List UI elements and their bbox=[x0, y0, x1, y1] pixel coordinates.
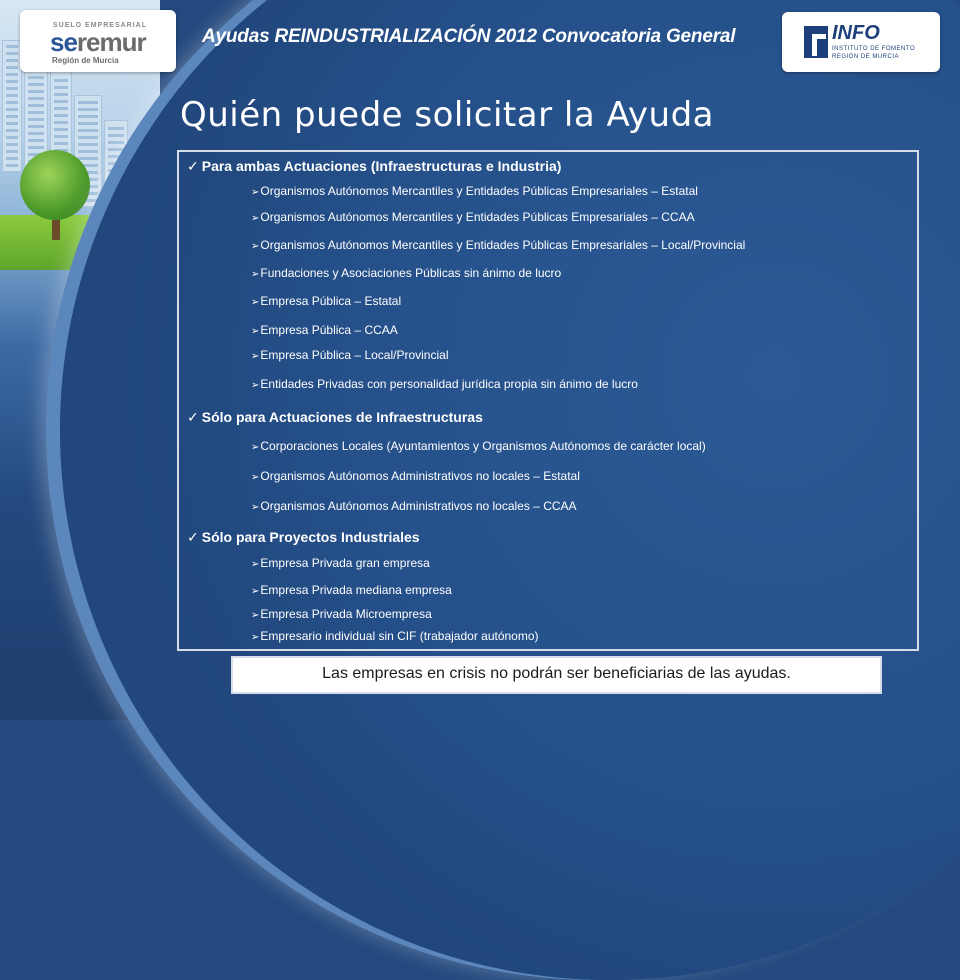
arrow-icon: ➢ bbox=[251, 269, 260, 280]
list-item: ➢Empresa Privada gran empresa bbox=[251, 556, 430, 570]
list-item: ➢Empresa Pública – CCAA bbox=[251, 323, 398, 337]
seremur-logo bbox=[20, 10, 176, 72]
arrow-icon: ➢ bbox=[251, 472, 260, 483]
crisis-note-text: Las empresas en crisis no podrán ser beneficiarias de las ayudas. bbox=[322, 665, 791, 682]
header-title: Ayudas REINDUSTRIALIZACIÓN 2012 Convocatoria General bbox=[202, 26, 736, 47]
crisis-note-box bbox=[231, 656, 882, 694]
info-logo-name: INFO bbox=[832, 22, 880, 44]
seremur-logo-region: Región de Murcia bbox=[52, 56, 119, 65]
building-graphic bbox=[2, 40, 22, 172]
arrow-icon: ➢ bbox=[251, 610, 260, 621]
section-heading: ✓ Sólo para Proyectos Industriales bbox=[187, 529, 420, 545]
arrow-icon: ➢ bbox=[251, 297, 260, 308]
list-item: ➢Corporaciones Locales (Ayuntamientos y Organismos Autónomos de carácter local) bbox=[251, 439, 706, 453]
section-heading: ✓ Sólo para Actuaciones de Infraestructuras bbox=[187, 409, 483, 425]
info-logo bbox=[782, 12, 940, 72]
check-icon: ✓ bbox=[187, 409, 199, 425]
list-item: ➢Empresa Pública – Estatal bbox=[251, 294, 402, 308]
arrow-icon: ➢ bbox=[251, 326, 260, 337]
list-item: ➢Empresario individual sin CIF (trabajador autónomo) bbox=[251, 629, 539, 643]
arrow-icon: ➢ bbox=[251, 380, 260, 391]
section-heading: ✓ Para ambas Actuaciones (Infraestructuras e Industria) bbox=[187, 158, 562, 174]
check-icon: ✓ bbox=[187, 529, 199, 545]
arrow-icon: ➢ bbox=[251, 502, 260, 513]
eligibility-list bbox=[177, 150, 919, 651]
list-item: ➢Empresa Privada Microempresa bbox=[251, 607, 432, 621]
info-logo-mark-icon bbox=[804, 26, 828, 58]
list-item: ➢Organismos Autónomos Administrativos no locales – Estatal bbox=[251, 469, 580, 483]
list-item: ➢Fundaciones y Asociaciones Públicas sin ánimo de lucro bbox=[251, 266, 562, 280]
tree-graphic bbox=[20, 150, 90, 220]
seremur-logo-tagline: SUELO EMPRESARIAL bbox=[53, 22, 148, 29]
list-item: ➢Organismos Autónomos Mercantiles y Entidades Públicas Empresariales – Estatal bbox=[251, 184, 698, 198]
list-item: ➢Organismos Autónomos Administrativos no locales – CCAA bbox=[251, 499, 577, 513]
list-item: ➢Organismos Autónomos Mercantiles y Entidades Públicas Empresariales – CCAA bbox=[251, 210, 695, 224]
arrow-icon: ➢ bbox=[251, 213, 260, 224]
arrow-icon: ➢ bbox=[251, 559, 260, 570]
arrow-icon: ➢ bbox=[251, 632, 260, 643]
list-item: ➢Empresa Pública – Local/Provincial bbox=[251, 348, 449, 362]
list-item: ➢Empresa Privada mediana empresa bbox=[251, 583, 452, 597]
slide-title: Quién puede solicitar la Ayuda bbox=[180, 95, 715, 135]
arrow-icon: ➢ bbox=[251, 241, 260, 252]
check-icon: ✓ bbox=[187, 158, 199, 174]
arrow-icon: ➢ bbox=[251, 586, 260, 597]
seremur-logo-wordmark: seremur bbox=[50, 27, 146, 57]
list-item: ➢Entidades Privadas con personalidad jurídica propia sin ánimo de lucro bbox=[251, 377, 638, 391]
arrow-icon: ➢ bbox=[251, 442, 260, 453]
info-logo-subtitle: INSTITUTO DE FOMENTO REGIÓN DE MURCIA bbox=[832, 46, 916, 60]
list-item: ➢Organismos Autónomos Mercantiles y Entidades Públicas Empresariales – Local/Provincial bbox=[251, 238, 746, 252]
arrow-icon: ➢ bbox=[251, 187, 260, 198]
arrow-icon: ➢ bbox=[251, 351, 260, 362]
